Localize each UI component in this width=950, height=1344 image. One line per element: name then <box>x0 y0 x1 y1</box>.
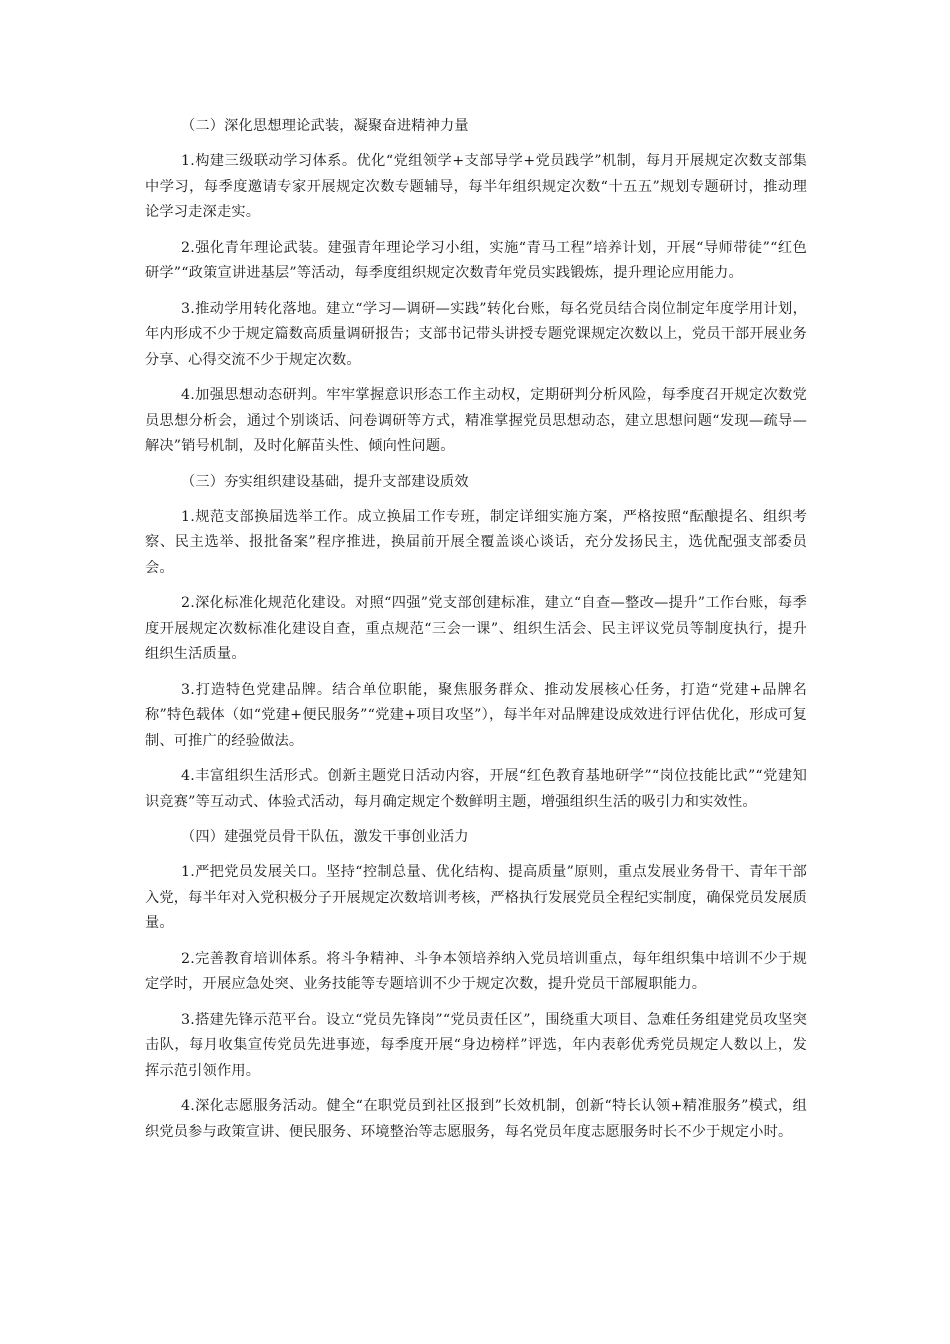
paragraph: 4.加强思想动态研判。牢牢掌握意识形态工作主动权，定期研判分析风险，每季度召开规定次数党员思想分析会，通过个别谈话、问卷调研等方式，精准掌握党员思想动态，建立思想问题“发现—疏导—解决”销号机制，及时化解苗头性、倾向性问题。 <box>145 387 807 454</box>
paragraph: 4.深化志愿服务活动。健全“在职党员到社区报到”长效机制，创新“特长认领+精准服务”模式，组织党员参与政策宣讲、便民服务、环境整治等志愿服务，每名党员年度志愿服务时长不少于规定小时。 <box>145 1098 807 1140</box>
paragraph: 2.完善教育培训体系。将斗争精神、斗争本领培养纳入党员培训重点，每年组织集中培训不少于规定学时，开展应急处突、业务技能等专题培训不少于规定次数，提升党员干部履职能力。 <box>145 950 807 992</box>
section-heading: （二）深化思想理论武装，凝聚奋进精神力量 <box>181 118 469 134</box>
document-page <box>145 114 807 1155</box>
paragraph: 3.推动学用转化落地。建立“学习—调研—实践”转化台账，每名党员结合岗位制定年度学用计划，年内形成不少于规定篇数高质量调研报告；支部书记带头讲授专题党课规定次数以上，党员干部开展业务分享、心得交流不少于规定次数。 <box>145 300 807 368</box>
paragraph: 3.打造特色党建品牌。结合单位职能，聚焦服务群众、推动发展核心任务，打造“党建+品牌名称”特色载体（如“党建+便民服务”“党建+项目攻坚”），每半年对品牌建设成效进行评估优化，形成可复制、可推广的经验做法。 <box>145 681 807 749</box>
paragraph: 3.搭建先锋示范平台。设立“党员先锋岗”“党员责任区”，围绕重大项目、急难任务组建党员攻坚突击队，每月收集宣传党员先进事迹，每季度开展“身边榜样”评选，年内表彰优秀党员规定人数以上，发挥示范引领作用。 <box>145 1011 807 1079</box>
paragraph: 1.规范支部换届选举工作。成立换届工作专班，制定详细实施方案，严格按照“酝酿提名、组织考察、民主选举、报批备案”程序推进，换届前开展全覆盖谈心谈话，充分发扬民主，选优配强支部委员会。 <box>145 508 807 576</box>
paragraph: 1.严把党员发展关口。坚持“控制总量、优化结构、提高质量”原则，重点发展业务骨干、青年干部入党，每半年对入党积极分子开展规定次数培训考核，严格执行发展党员全程纪实制度，确保党员发展质量。 <box>145 864 807 931</box>
paragraph: 4.丰富组织生活形式。创新主题党日活动内容，开展“红色教育基地研学”“岗位技能比武”“党建知识竞赛”等互动式、体验式活动，每月确定规定个数鲜明主题，增强组织生活的吸引力和实效性。 <box>145 768 807 810</box>
section-four <box>145 825 807 1145</box>
section-heading: （三）夯实组织建设基础，提升支部建设质效 <box>181 473 469 490</box>
section-two <box>145 114 807 460</box>
paragraph: 2.强化青年理论武装。建强青年理论学习小组，实施“青马工程”培养计划，开展“导师带徒”“红色研学”“政策宣讲进基层”等活动，每季度组织规定次数青年党员实践锻炼，提升理论应用能力。 <box>145 239 807 281</box>
section-three <box>145 470 807 816</box>
paragraph: 1.构建三级联动学习体系。优化“党组领学+支部导学+党员践学”机制，每月开展规定次数支部集中学习，每季度邀请专家开展规定次数专题辅导，每半年组织规定次数“十五五”规划专题研讨，推动理论学习走深走实。 <box>145 153 807 220</box>
paragraph: 2.深化标准化规范化建设。对照“四强”党支部创建标准，建立“自查—整改—提升”工作台账，每季度开展规定次数标准化建设自查，重点规范“三会一课”、组织生活会、民主评议党员等制度执行，提升组织生活质量。 <box>145 595 807 662</box>
section-heading: （四）建强党员骨干队伍，激发干事创业活力 <box>181 829 469 845</box>
